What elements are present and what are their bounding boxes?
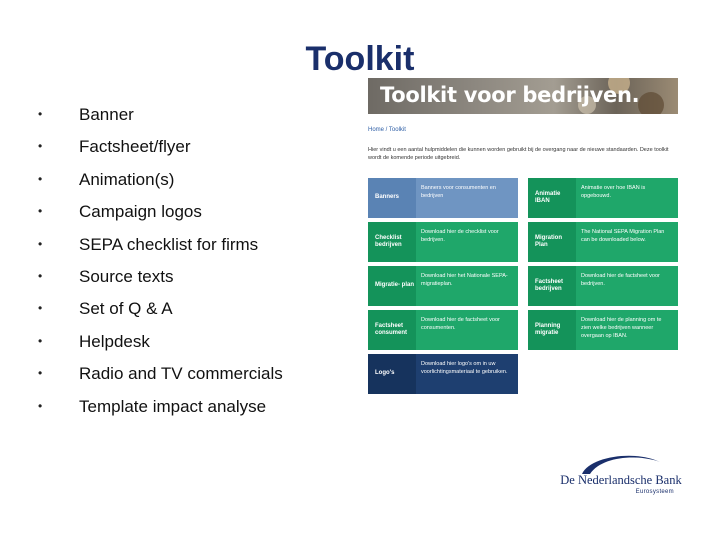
tile-description: Download hier logo's om in uw voorlichtingsmateriaal te gebruiken. <box>421 361 508 375</box>
tile-factsheet-consument[interactable] <box>368 310 518 350</box>
bullet-glyph: • <box>38 204 43 219</box>
bullet-glyph: • <box>38 171 43 186</box>
tile-description: Download hier de factsheet voor consumenten. <box>421 317 500 331</box>
bullet-glyph: • <box>38 236 43 251</box>
intro-text: Hier vindt u een aantal hulpmiddelen die kunnen worden gebruikt bij de overgang naar de nieuwe standaarden. Deze toolkit wordt de komende periode uitgebreid. <box>368 147 669 161</box>
toolkit-banner <box>368 78 678 114</box>
dnb-logo <box>556 452 686 512</box>
bullet-glyph: • <box>38 398 43 413</box>
bullet-text: Campaign logos <box>79 202 202 222</box>
tile-description: Animatie over hoe IBAN is opgebouwd. <box>581 185 646 199</box>
slide-title: Toolkit <box>305 40 415 78</box>
bullet-glyph: • <box>38 107 43 121</box>
tile-description: Download hier het Nationale SEPA-migratieplan. <box>421 273 508 287</box>
bullet-glyph: • <box>38 268 43 283</box>
banner-title: Toolkit voor bedrijven. <box>380 83 640 107</box>
bullet-item <box>38 132 283 164</box>
tile-name: Checklist bedrijven <box>368 222 416 262</box>
tile-description: Download hier de planning om te zien welke bedrijven wanneer overgaan op IBAN. <box>581 317 662 339</box>
tile-name: Factsheet bedrijven <box>528 266 576 306</box>
tile-migratieplan[interactable] <box>368 266 518 306</box>
bullet-item <box>38 392 283 424</box>
tile-description: The National SEPA Migration Plan can be downloaded below. <box>581 229 665 243</box>
bullet-glyph: • <box>38 333 43 348</box>
tile-name: Migration Plan <box>528 222 576 262</box>
bullet-glyph: • <box>38 139 43 154</box>
bullet-text: Radio and TV commercials <box>79 364 283 384</box>
tile-planning-migratie[interactable] <box>528 310 678 350</box>
bullet-text: Source texts <box>79 266 174 286</box>
tile-name: Migratie- plan <box>368 266 416 306</box>
bullet-item <box>38 165 283 197</box>
bullet-glyph: • <box>38 301 43 316</box>
tile-name: Banners <box>368 178 416 218</box>
tile-name: Logo's <box>368 354 416 394</box>
bullet-text: Banner <box>79 105 134 124</box>
bullet-item <box>38 327 283 359</box>
logo-name: De Nederlandsche Bank <box>560 473 682 487</box>
bullet-text: Factsheet/flyer <box>79 137 191 157</box>
bullet-item <box>38 262 283 294</box>
tile-checklist-bedrijven[interactable] <box>368 222 518 262</box>
breadcrumb[interactable]: Home / Toolkit <box>368 127 406 133</box>
tile-logos[interactable] <box>368 354 518 394</box>
bullet-item <box>38 294 283 326</box>
tile-name: Animatie IBAN <box>528 178 576 218</box>
toolkit-website-screenshot <box>368 78 678 398</box>
bullet-item <box>38 359 283 391</box>
bullet-text: Template impact analyse <box>79 396 267 416</box>
bullet-text: Helpdesk <box>79 331 150 351</box>
tile-description: Download hier de factsheet voor bedrijven. <box>581 273 660 287</box>
banner-photo-blob <box>638 92 664 114</box>
bullet-text: SEPA checklist for firms <box>79 234 259 254</box>
tile-migration-plan[interactable] <box>528 222 678 262</box>
bullet-list <box>38 100 283 424</box>
tile-animatie-iban[interactable] <box>528 178 678 218</box>
tile-name: Planning migratie <box>528 310 576 350</box>
logo-subtitle: Eurosysteem <box>635 489 674 495</box>
tile-description: Download hier de checklist voor bedrijven. <box>421 229 499 243</box>
tile-factsheet-bedrijven[interactable] <box>528 266 678 306</box>
bullet-glyph: • <box>38 366 43 381</box>
bullet-item <box>38 100 283 132</box>
tile-banners[interactable] <box>368 178 518 218</box>
bullet-item <box>38 197 283 229</box>
tile-name: Factsheet consument <box>368 310 416 350</box>
bullet-text: Animation(s) <box>79 169 175 189</box>
tile-description: Banners voor consumenten en bedrijven <box>421 185 496 199</box>
bullet-text: Set of Q & A <box>79 299 173 319</box>
bullet-item <box>38 230 283 262</box>
